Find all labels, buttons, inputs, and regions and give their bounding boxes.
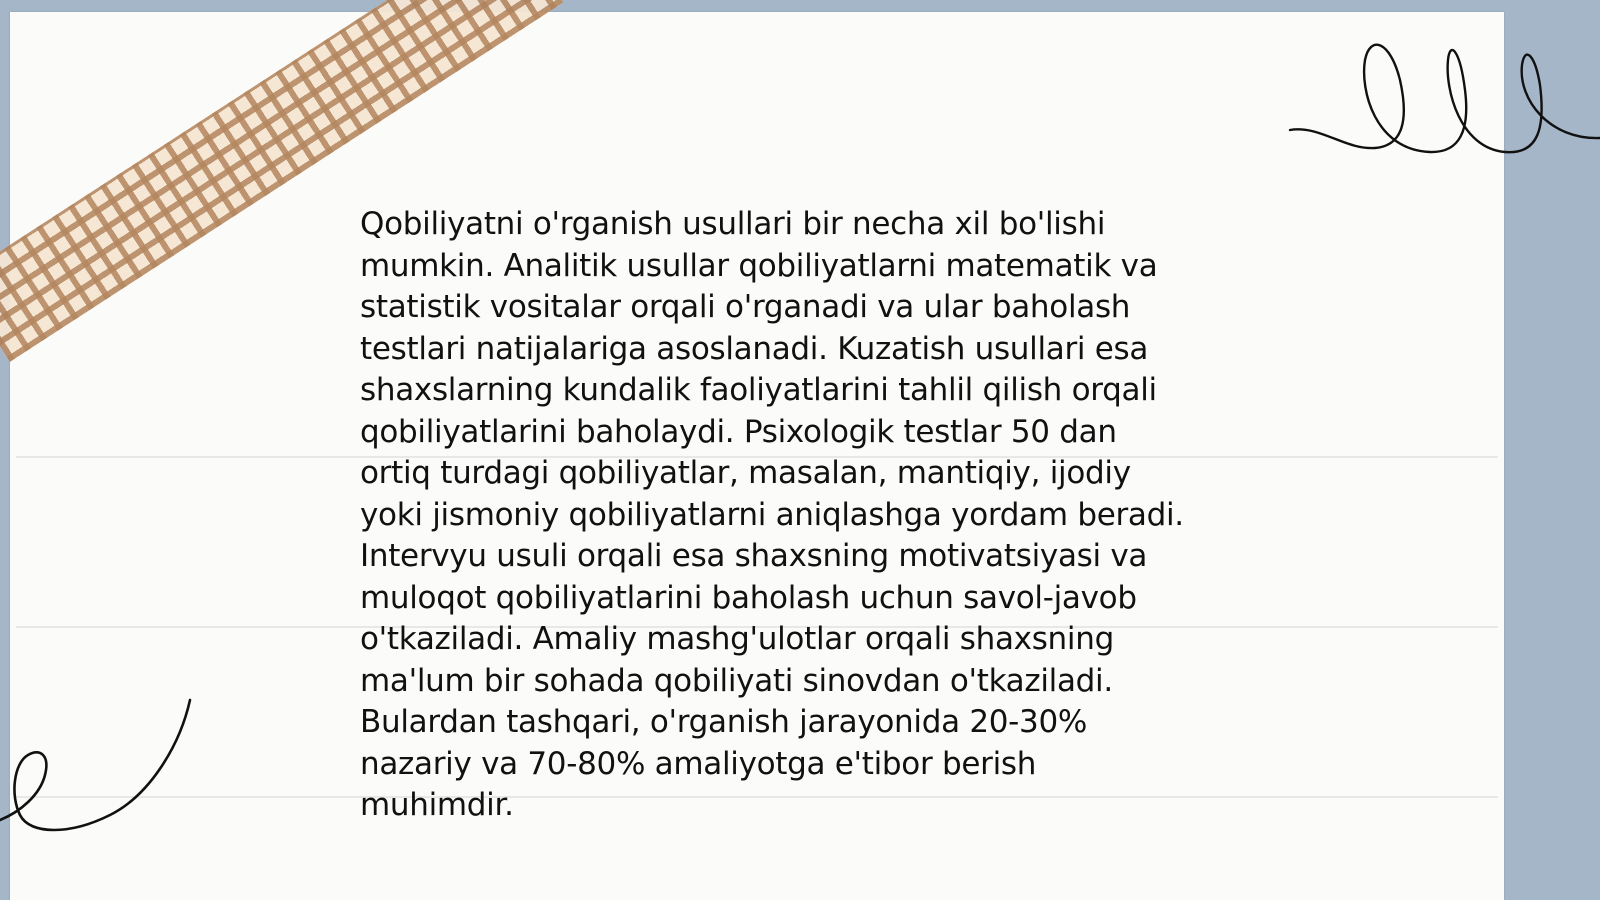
text-line: Intervyu usuli orqali esa shaxsning motivatsiyasi va (360, 538, 1148, 574)
loop-doodle-icon (1290, 30, 1600, 160)
text-line: Qobiliyatni o'rganish usullari bir necha xil bo'lishi (360, 206, 1106, 242)
text-line: muhimdir. (360, 787, 514, 823)
text-line: muloqot qobiliyatlarini baholash uchun savol-javob (360, 579, 1137, 616)
text-line: ortiq turdagi qobiliyatlar, masalan, mantiqiy, ijodiy (360, 455, 1131, 491)
text-line: testlari natijalariga asoslanadi. Kuzatish usullari esa (360, 330, 1149, 367)
text-line: statistik vositalar orqali o'rganadi va ular baholash (360, 289, 1131, 325)
text-line: mumkin. Analitik usullar qobiliyatlarni matematik va (360, 247, 1158, 284)
text-line: shaxslarning kundalik faoliyatlarini tahlil qilish orqali (360, 372, 1157, 408)
text-line: ma'lum bir sohada qobiliyati sinovdan o'tkaziladi. (360, 662, 1113, 699)
body-paragraph (360, 204, 1260, 827)
text-line: qobiliyatlarini baholaydi. Psixologik testlar 50 dan (360, 413, 1117, 450)
text-line: Bulardan tashqari, o'rganish jarayonida 20-30% (360, 704, 1088, 740)
check-doodle-icon (0, 700, 200, 850)
text-line: nazariy va 70-80% amaliyotga e'tibor berish (360, 745, 1037, 782)
text-line: o'tkaziladi. Amaliy mashg'ulotlar orqali shaxsning (360, 621, 1114, 657)
text-line: yoki jismoniy qobiliyatlarni aniqlashga yordam beradi. (360, 496, 1184, 533)
